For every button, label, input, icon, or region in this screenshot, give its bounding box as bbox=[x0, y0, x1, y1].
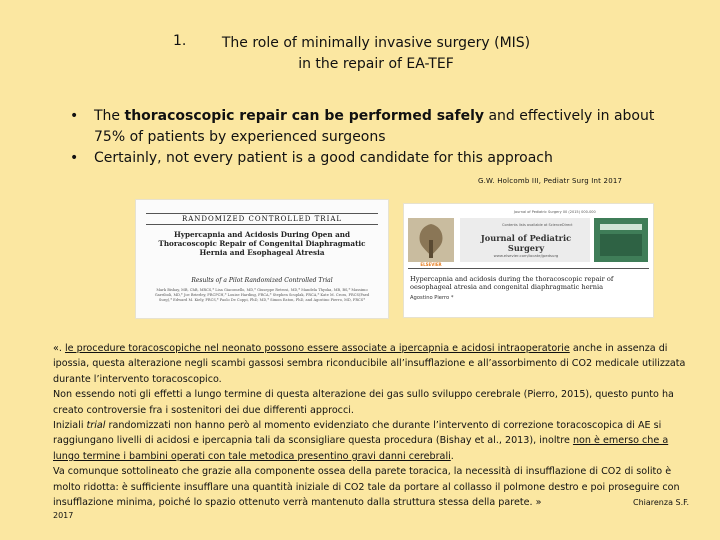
bullet-1-post: and effectively in about 75% of patients by experienced surgeons bbox=[94, 108, 655, 145]
quote-p3-end: . bbox=[450, 450, 454, 462]
quote-open: «. bbox=[53, 343, 65, 354]
slide-title-line2: in the repair of EA-TEF bbox=[298, 56, 454, 72]
bullet-item-2 bbox=[70, 148, 670, 169]
quote-paragraph-2: Non essendo noti gli effetti a lungo termine di questa alterazione dei gas sullo sviluppo cerebrale (Pierro, 2015), questo punto ha creato controversie fra i sostenitori dei due differenti approcci. bbox=[53, 389, 674, 416]
quote-author: Chiarenza S.F. bbox=[632, 498, 689, 508]
article-authors: Mark Bishay, MB, ChB, MRCS,* Lisa Giacomello, MD,* Giuseppe Retrosi, MD,* Mandela Thyoka, MB, BS,* Massimo Garriboli, MD,* Joe Brierley, FRCPCH,* Louise Harding, FRCA,* Stephen Scuplak, FRCA,* Kate M. Cross, FRCS(Paed Surg),* Edward M. Kiely, FRCS,* Paolo De Coppi, PhD, MD,* Simon Eaton, PhD, and Agostino Pierro, MD, FRCS* bbox=[154, 288, 370, 302]
quote-p1-rest: anche in assenza di ipossia, questa alterazione negli scambi gassosi sembra riconducibile all’insufflazione e all’assorbimento di CO2 medicale utilizzata durante l’intervento toracoscopico. bbox=[53, 343, 686, 385]
journal-cover-icon bbox=[594, 218, 648, 262]
quote-block bbox=[53, 341, 689, 522]
elsevier-logo-icon bbox=[408, 218, 454, 262]
bullet-icon: • bbox=[70, 150, 79, 166]
quote-paragraph-4 bbox=[53, 464, 689, 510]
article-author-2: Agostino Pierro * bbox=[410, 295, 454, 301]
bullet-icon: • bbox=[70, 108, 79, 124]
quote-p3-a: Iniziali bbox=[53, 420, 87, 432]
article-image-pierro bbox=[404, 204, 653, 317]
quote-p3-b: randomizzati non hanno però al momento evidenziato che durante l’intervento di correzione toracoscopica di AE si raggiungano livelli di acidosi e ipercapnia tali da sconsigliare questa procedura (Bishay et al., 2013), inoltre bbox=[53, 420, 662, 447]
article-title-2: Hypercapnia and acidosis during the thoracoscopic repair of oesophageal atresia and congenital diaphragmatic hernia bbox=[410, 275, 614, 291]
rct-banner: RANDOMIZED CONTROLLED TRIAL bbox=[146, 213, 378, 225]
slide-title bbox=[206, 33, 546, 75]
citation: G.W. Holcomb III, Pediatr Surg Int 2017 bbox=[478, 177, 623, 185]
slide-number: 1. bbox=[173, 33, 187, 49]
quote-underlined-2: non è emerso che a lungo termine i bambini operati con tale metodica presentino gravi danni cerebrali bbox=[53, 435, 669, 462]
bullet-1-pre: The bbox=[94, 108, 125, 124]
quote-p3-trial: trial bbox=[86, 420, 106, 432]
journal-url: www.elsevier.com/locate/jpedsurg bbox=[493, 253, 559, 258]
quote-p4: Va comunque sottolineato che grazie alla componente ossea della parete toracica, la necessità di insufflazione di CO2 di solito è molto ridotta: è sufficiente insufflare una quantità iniziale di CO2 tale da portare al collasso il polmone destro e poi proseguire con insufflazione minima, poiché lo spazio ottenuto verrà mantenuto dalla struttura stessa della parete. » bbox=[53, 466, 680, 509]
divider bbox=[408, 268, 649, 269]
bullet-1-emphasis: thoracoscopic repair can be performed safely bbox=[124, 108, 485, 124]
contents-line: Contents lists available at ScienceDirect bbox=[502, 223, 573, 227]
journal-name: Journal of Pediatric Surgery bbox=[480, 233, 572, 253]
bullet-item-1 bbox=[70, 106, 670, 148]
elsevier-label: ELSEVIER bbox=[420, 262, 442, 267]
quote-underlined-1: le procedure toracoscopiche nel neonato possono essere associate a ipercapnia e acidosi intraoperatorie bbox=[64, 343, 570, 354]
article-subtitle: Results of a Pilot Randomized Controlled Trial bbox=[191, 277, 333, 284]
journal-reference: Journal of Pediatric Surgery 00 (2015) 000-000 bbox=[514, 210, 596, 214]
bullet-2-text: Certainly, not every patient is a good candidate for this approach bbox=[94, 150, 553, 166]
quote-paragraph-1 bbox=[53, 341, 689, 387]
slide-title-line1: The role of minimally invasive surgery (MIS) bbox=[221, 35, 531, 51]
bullet-list bbox=[70, 106, 670, 169]
article-title: Hypercapnia and Acidosis During Open and Thoracoscopic Repair of Congenital Diaphragmatic Hernia and Esophageal Atresia bbox=[158, 230, 366, 257]
quote-paragraph-3 bbox=[53, 418, 689, 464]
quote-year: 2017 bbox=[53, 511, 74, 521]
article-image-bishay bbox=[136, 200, 388, 318]
